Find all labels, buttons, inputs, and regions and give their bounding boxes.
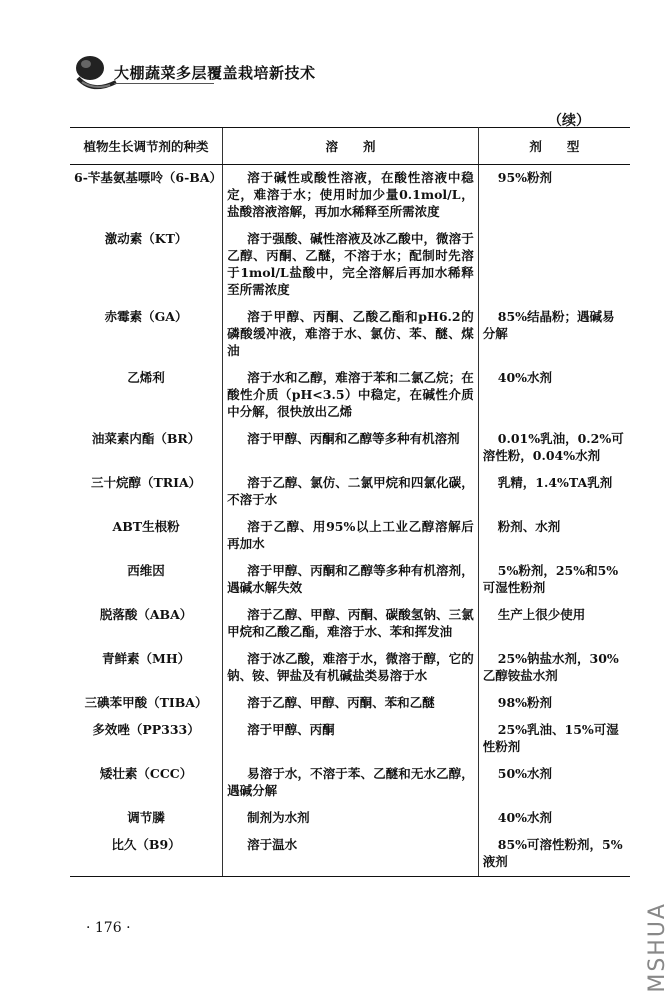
table-row [70,761,630,805]
table-row [70,226,630,304]
cell-form: 生产上很少使用 [497,607,586,622]
cell-name: ABT生根粉 [112,519,180,534]
cell-form: 25%钠盐水剂，30%乙醇铵盐水剂 [482,651,619,683]
cell-name: 6-苄基氨基嘌呤（6-BA） [74,170,223,185]
cell-solvent: 溶于温水 [223,832,479,877]
page-number: · 176 · [86,920,131,936]
cell-solvent: 溶于乙醇、甲醇、丙酮、碳酸氢钠、三氯甲烷和乙酸乙酯，难溶于水、苯和挥发油 [223,602,479,646]
cell-name: 脱落酸（ABA） [99,607,193,622]
cell-name: 矮壮素（CCC） [99,766,193,781]
column-header-solvent: 溶 剂 [223,128,479,165]
cell-name: 激动素（KT） [104,231,188,246]
cell-solvent: 溶于乙醇、氯仿、二氯甲烷和四氯化碳，不溶于水 [223,470,479,514]
cell-name: 西维因 [127,563,165,578]
cell-solvent: 溶于乙醇、甲醇、丙酮、苯和乙醚 [223,690,479,717]
table-row [70,426,630,470]
column-header-form: 剂 型 [478,128,630,165]
cell-form: 乳精，1.4%TA乳剂 [497,475,613,490]
table-row [70,832,630,877]
cell-form: 粉剂、水剂 [497,519,561,534]
continued-label: （续） [548,113,590,129]
table-row [70,646,630,690]
table-row [70,558,630,602]
table-row [70,717,630,761]
cell-solvent: 溶于强酸、碱性溶液及冰乙酸中，微溶于乙醇、丙酮、乙醚，不溶于水；配制时先溶于1mol/L盐酸中，完全溶解后再加水稀释至所需浓度 [223,226,479,304]
cell-form: 0.01%乳油，0.2%可溶性粉，0.04%水剂 [482,431,624,463]
cell-solvent: 溶于甲醇、丙酮、乙酸乙酯和pH6.2的磷酸缓冲液，难溶于水、氯仿、苯、醚、煤油 [223,304,479,365]
table-header-row [70,128,630,165]
page-header [70,52,630,92]
cell-form [478,226,630,304]
cell-form: 85%可溶性粉剂，5%液剂 [478,832,630,877]
cell-name: 比久（B9） [70,832,223,877]
cell-name: 赤霉素（GA） [104,309,188,324]
cell-solvent: 溶于乙醇、用95%以上工业乙醇溶解后再加水 [223,514,479,558]
table-row [70,304,630,365]
table-row [70,514,630,558]
cell-solvent: 溶于甲醇、丙酮和乙醇等多种有机溶剂 [223,426,479,470]
regulator-table [70,127,630,877]
cell-name: 乙烯利 [127,370,165,385]
cell-form: 85%结晶粉；遇碱易分解 [482,309,615,341]
cell-form: 40%水剂 [497,810,553,825]
header-rule [114,83,214,84]
table-row [70,365,630,426]
cell-name: 油菜素内酯（BR） [91,431,201,446]
cell-solvent: 易溶于水，不溶于苯、乙醚和无水乙醇，遇碱分解 [223,761,479,805]
cell-solvent: 溶于水和乙醇，难溶于苯和二氯乙烷；在酸性介质（pH<3.5）中稳定，在碱性介质中分解，很快放出乙烯 [223,365,479,426]
cell-name: 多效唑（PP333） [92,722,200,737]
table-row [70,470,630,514]
cell-form: 40%水剂 [497,370,553,385]
cell-name: 调节膦 [127,810,165,825]
cell-solvent: 溶于冰乙酸，难溶于水，微溶于醇，它的钠、铵、钾盐及有机碱盐类易溶于水 [223,646,479,690]
cell-solvent: 溶于甲醇、丙酮和乙醇等多种有机溶剂，遇碱水解失效 [223,558,479,602]
book-title: 大棚蔬菜多层覆盖栽培新技术 [114,64,316,82]
table-row [70,165,630,227]
cell-name: 三十烷醇（TRIA） [90,475,202,490]
cell-solvent: 溶于碱性或酸性溶液，在酸性溶液中稳定，难溶于水；使用时加少量0.1mol/L，盐酸溶液溶解，再加水稀释至所需浓度 [223,165,479,227]
cell-name: 青鲜素（MH） [101,651,191,666]
cell-form: 25%乳油、15%可湿性粉剂 [482,722,619,754]
cell-form: 95%粉剂 [497,170,553,185]
table-row [70,805,630,832]
watermark: MSHUA [645,902,670,993]
cell-solvent: 溶于甲醇、丙酮 [223,717,479,761]
column-header-type: 植物生长调节剂的种类 [70,128,223,165]
cell-name: 三碘苯甲酸（TIBA） [84,695,208,710]
table-row [70,690,630,717]
cell-solvent: 制剂为水剂 [223,805,479,832]
cell-form: 50%水剂 [497,766,553,781]
cell-form: 5%粉剂，25%和5%可湿性粉剂 [482,563,619,595]
table-row [70,602,630,646]
cell-form: 98%粉剂 [497,695,553,710]
